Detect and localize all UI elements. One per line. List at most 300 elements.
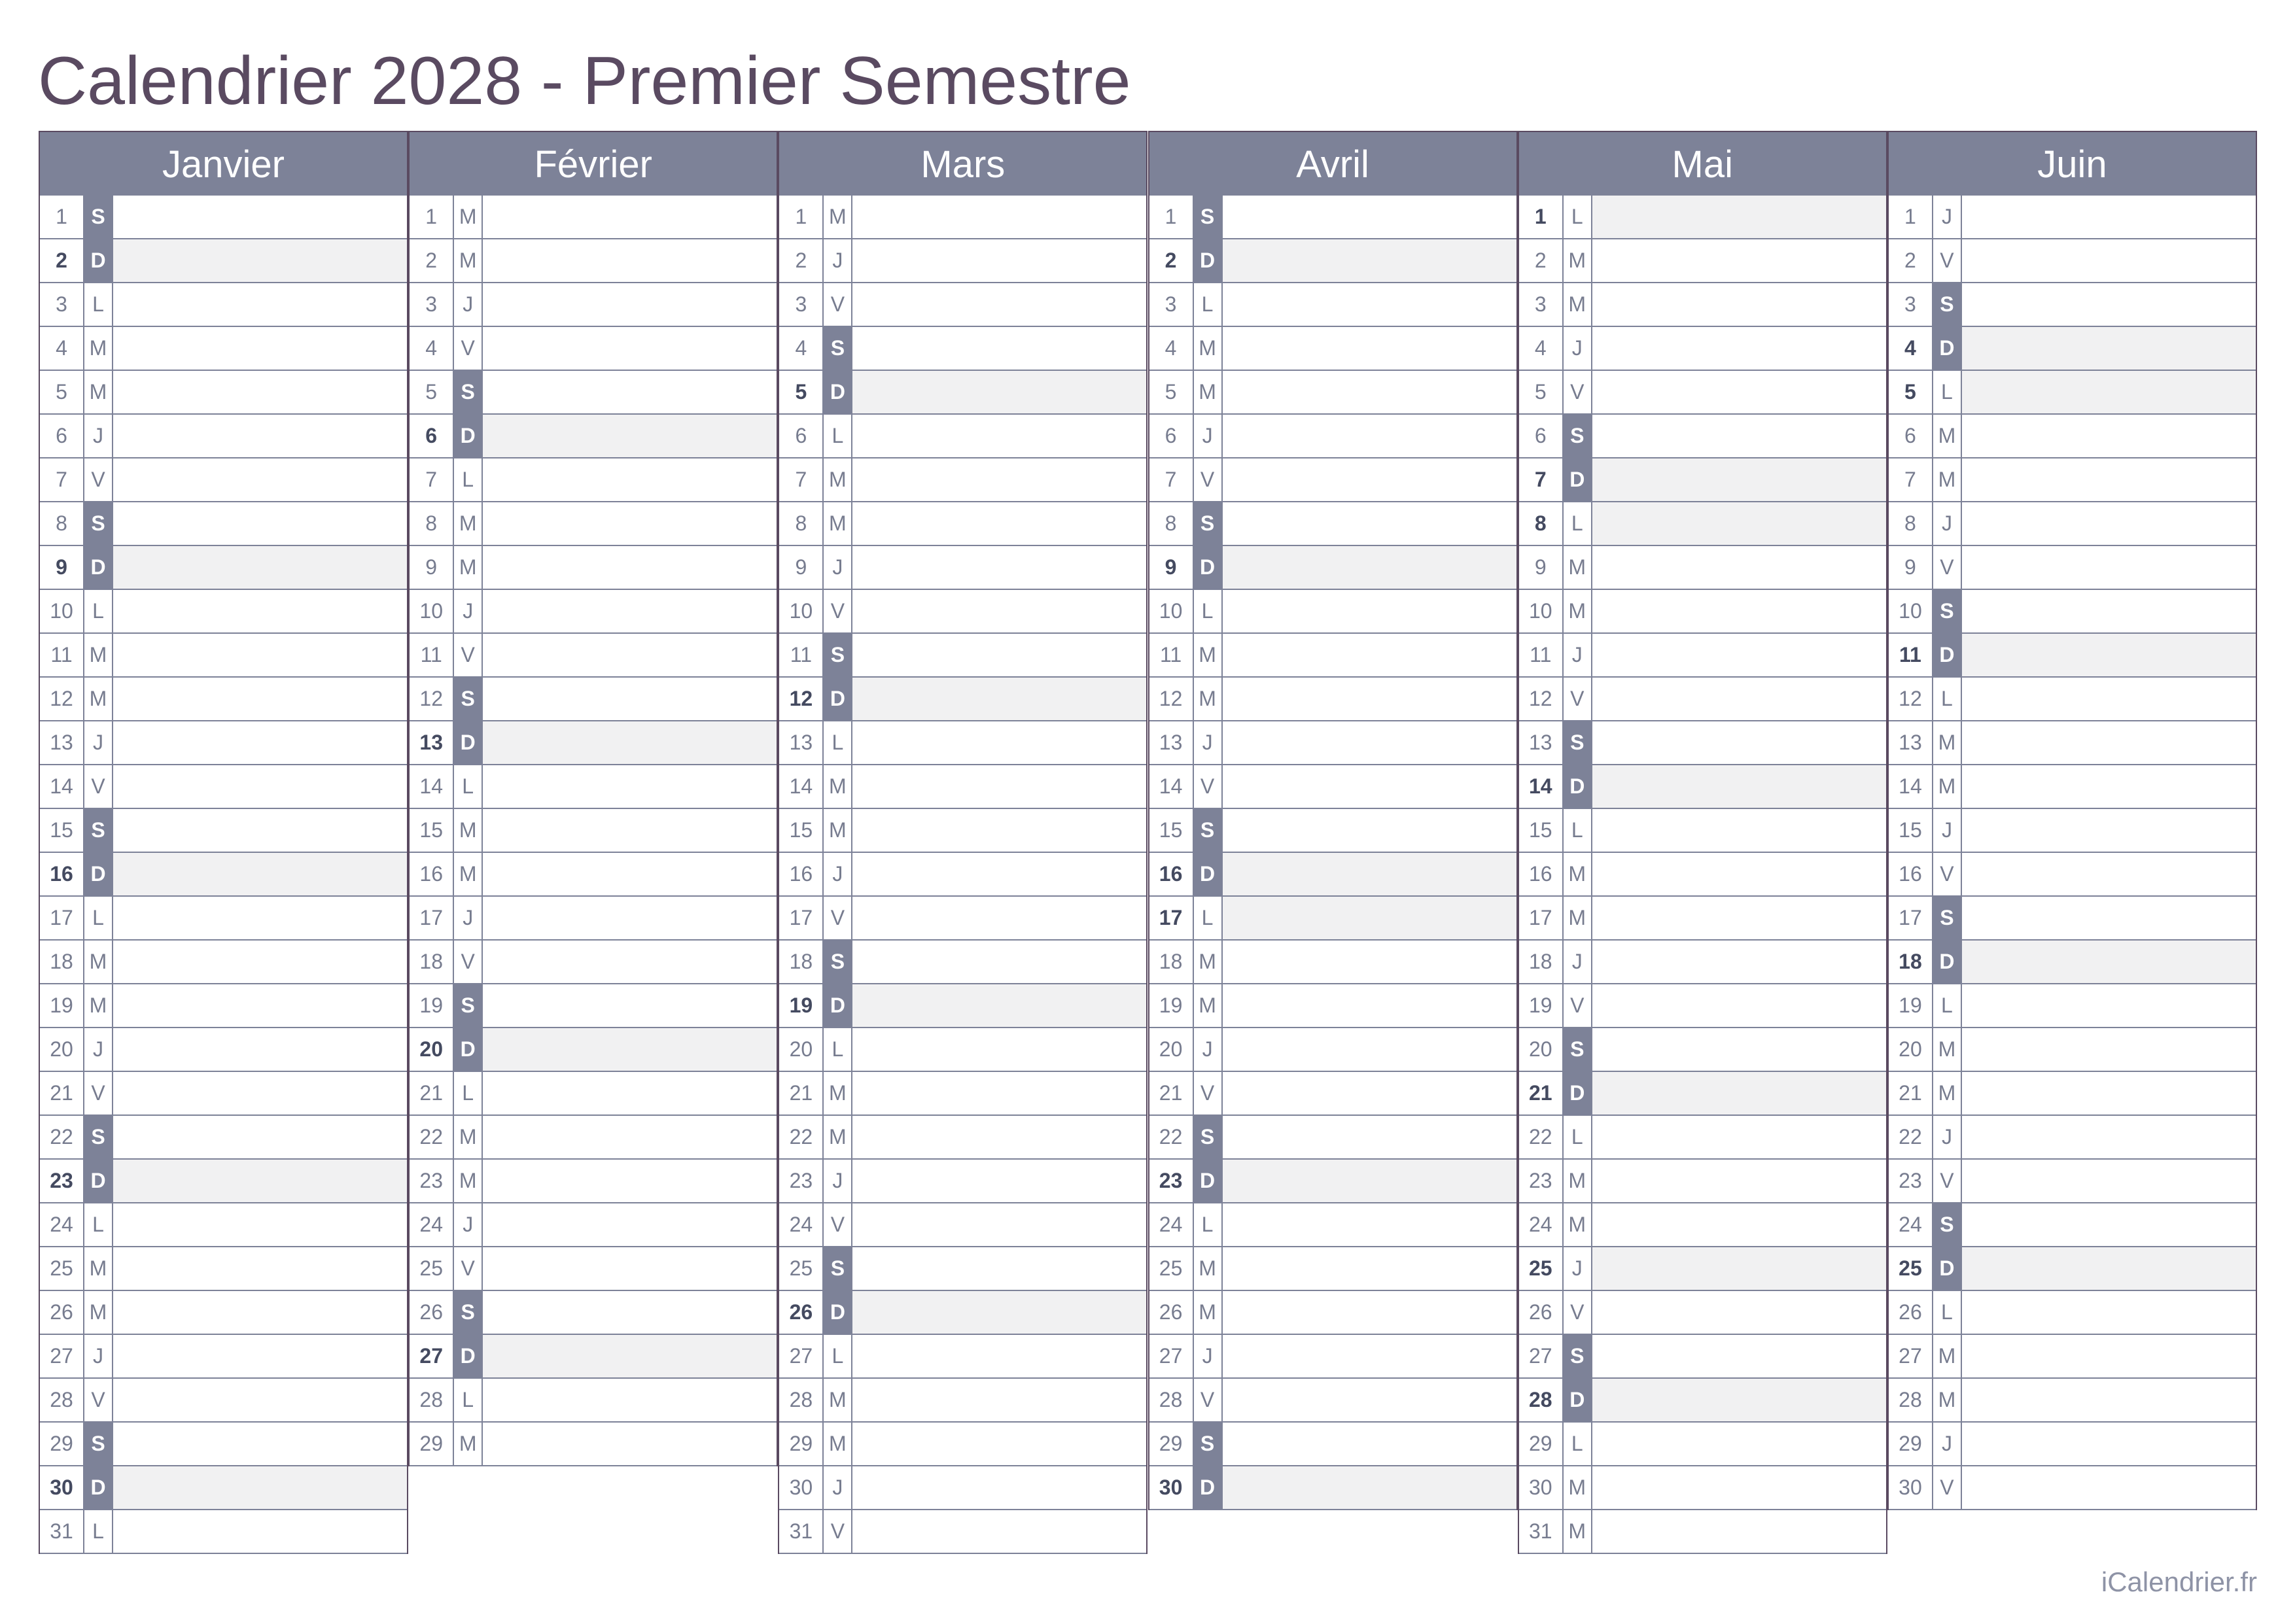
day-row	[1519, 721, 1886, 765]
day-note-area	[1223, 546, 1516, 589]
day-number: 3	[1889, 283, 1933, 326]
day-note-area	[852, 765, 1146, 808]
weekday-letter: J	[824, 853, 852, 895]
day-note-area	[1223, 1335, 1516, 1377]
day-row	[410, 546, 777, 590]
day-note-area	[113, 721, 407, 764]
day-row	[1889, 1423, 2256, 1466]
weekday-letter: S	[1933, 590, 1962, 632]
day-row	[410, 984, 777, 1028]
day-number: 8	[40, 502, 84, 545]
weekday-letter: D	[824, 678, 852, 720]
weekday-letter: J	[454, 590, 483, 632]
month-column	[1148, 131, 1518, 1557]
day-row	[1889, 415, 2256, 458]
day-note-area	[483, 590, 777, 632]
day-row	[40, 371, 407, 415]
day-row	[410, 239, 777, 283]
day-row	[40, 327, 407, 371]
day-number: 30	[1889, 1466, 1933, 1509]
day-row	[40, 458, 407, 502]
day-row	[779, 1116, 1146, 1160]
day-number: 6	[1889, 415, 1933, 457]
day-row	[410, 853, 777, 897]
day-row	[1149, 1203, 1516, 1247]
day-note-area	[483, 502, 777, 545]
day-row	[1889, 546, 2256, 590]
day-row	[779, 897, 1146, 941]
day-note-area	[1592, 546, 1886, 589]
day-number: 9	[1519, 546, 1564, 589]
month-header: Janvier	[39, 131, 408, 196]
day-row	[1149, 1423, 1516, 1466]
day-number: 24	[779, 1203, 824, 1246]
day-number: 30	[40, 1466, 84, 1509]
day-number: 28	[1149, 1379, 1194, 1421]
day-row	[40, 1510, 407, 1554]
day-number: 23	[1519, 1160, 1564, 1202]
day-row	[1889, 1247, 2256, 1291]
day-number: 31	[40, 1510, 84, 1553]
day-note-area	[1223, 1203, 1516, 1246]
day-number: 14	[1519, 765, 1564, 808]
weekday-letter: S	[824, 327, 852, 370]
day-row	[1149, 283, 1516, 327]
weekday-letter: M	[454, 502, 483, 545]
weekday-letter: M	[824, 458, 852, 501]
weekday-letter: S	[84, 1116, 113, 1158]
weekday-letter: D	[84, 1466, 113, 1509]
day-note-area	[1962, 1247, 2256, 1290]
day-row	[410, 196, 777, 239]
weekday-letter: M	[1194, 371, 1223, 413]
day-number: 30	[1149, 1466, 1194, 1509]
day-row	[40, 1116, 407, 1160]
day-number: 10	[1519, 590, 1564, 632]
weekday-letter: J	[454, 283, 483, 326]
day-row	[1149, 1335, 1516, 1379]
day-row	[1149, 765, 1516, 809]
day-note-area	[113, 1203, 407, 1246]
weekday-letter: S	[1564, 1028, 1592, 1071]
day-note-area	[1223, 897, 1516, 939]
day-number: 11	[1149, 634, 1194, 676]
day-row	[40, 1335, 407, 1379]
day-row	[410, 1203, 777, 1247]
day-number: 16	[1519, 853, 1564, 895]
weekday-letter: D	[1194, 546, 1223, 589]
day-number: 5	[1889, 371, 1933, 413]
day-note-area	[1962, 1335, 2256, 1377]
day-row	[1519, 678, 1886, 721]
weekday-letter: V	[1564, 1291, 1592, 1334]
day-note-area	[1223, 196, 1516, 238]
day-note-area	[483, 984, 777, 1027]
day-number: 10	[40, 590, 84, 632]
weekday-letter: S	[454, 984, 483, 1027]
day-note-area	[852, 1423, 1146, 1465]
day-note-area	[113, 984, 407, 1027]
day-number: 20	[1149, 1028, 1194, 1071]
day-row	[1889, 1116, 2256, 1160]
weekday-letter: M	[84, 1247, 113, 1290]
day-number: 25	[410, 1247, 454, 1290]
day-row	[40, 809, 407, 853]
day-note-area	[1962, 1291, 2256, 1334]
day-row	[1149, 721, 1516, 765]
day-row	[1889, 196, 2256, 239]
weekday-letter: J	[1564, 327, 1592, 370]
day-number: 25	[40, 1247, 84, 1290]
day-number: 19	[1519, 984, 1564, 1027]
day-row	[410, 458, 777, 502]
day-row	[410, 1160, 777, 1203]
day-note-area	[852, 809, 1146, 852]
day-row	[1149, 809, 1516, 853]
day-note-area	[483, 327, 777, 370]
day-row	[40, 1203, 407, 1247]
day-row	[40, 897, 407, 941]
weekday-letter: S	[84, 196, 113, 238]
days-list	[39, 196, 408, 1554]
weekday-letter: D	[1194, 1466, 1223, 1509]
day-note-area	[852, 196, 1146, 238]
weekday-letter: M	[84, 678, 113, 720]
weekday-letter: M	[1933, 721, 1962, 764]
weekday-letter: M	[1564, 1160, 1592, 1202]
day-number: 17	[1519, 897, 1564, 939]
weekday-letter: L	[824, 1335, 852, 1377]
day-row	[779, 283, 1146, 327]
day-row	[1889, 941, 2256, 984]
day-number: 15	[40, 809, 84, 852]
day-row	[40, 502, 407, 546]
day-number: 8	[1149, 502, 1194, 545]
day-number: 15	[410, 809, 454, 852]
day-note-area	[483, 415, 777, 457]
day-note-area	[113, 546, 407, 589]
day-number: 12	[779, 678, 824, 720]
day-note-area	[1962, 371, 2256, 413]
day-note-area	[113, 941, 407, 983]
weekday-letter: M	[1564, 283, 1592, 326]
day-number: 8	[1889, 502, 1933, 545]
weekday-letter: M	[84, 1291, 113, 1334]
day-number: 21	[410, 1072, 454, 1114]
day-row	[1149, 502, 1516, 546]
day-row	[410, 1028, 777, 1072]
day-row	[40, 984, 407, 1028]
weekday-letter: M	[1933, 415, 1962, 457]
day-row	[1149, 897, 1516, 941]
day-row	[1889, 502, 2256, 546]
day-note-area	[1223, 809, 1516, 852]
weekday-letter: V	[1194, 1072, 1223, 1114]
day-row	[779, 678, 1146, 721]
day-note-area	[852, 415, 1146, 457]
day-number: 29	[40, 1423, 84, 1465]
weekday-letter: V	[84, 458, 113, 501]
day-note-area	[852, 1466, 1146, 1509]
day-note-area	[852, 897, 1146, 939]
weekday-letter: M	[824, 502, 852, 545]
day-note-area	[1592, 1160, 1886, 1202]
day-note-area	[1962, 853, 2256, 895]
day-note-area	[113, 1335, 407, 1377]
day-number: 22	[1889, 1116, 1933, 1158]
weekday-letter: L	[1933, 371, 1962, 413]
day-note-area	[113, 1466, 407, 1509]
day-note-area	[1592, 765, 1886, 808]
weekday-letter: M	[1194, 984, 1223, 1027]
day-number: 28	[1519, 1379, 1564, 1421]
day-number: 1	[1519, 196, 1564, 238]
weekday-letter: V	[824, 590, 852, 632]
day-row	[1889, 590, 2256, 634]
weekday-letter: L	[1933, 1291, 1962, 1334]
day-number: 6	[779, 415, 824, 457]
day-note-area	[852, 502, 1146, 545]
day-note-area	[113, 1379, 407, 1421]
day-note-area	[1592, 853, 1886, 895]
weekday-letter: D	[1564, 765, 1592, 808]
day-note-area	[1962, 458, 2256, 501]
day-number: 15	[1889, 809, 1933, 852]
weekday-letter: M	[824, 1379, 852, 1421]
day-note-area	[1223, 590, 1516, 632]
day-note-area	[483, 1335, 777, 1377]
day-number: 24	[1149, 1203, 1194, 1246]
weekday-letter: M	[824, 809, 852, 852]
day-row	[1889, 765, 2256, 809]
day-number: 24	[1889, 1203, 1933, 1246]
weekday-letter: V	[84, 765, 113, 808]
day-note-area	[1592, 1510, 1886, 1553]
day-row	[1149, 1466, 1516, 1510]
day-note-area	[483, 196, 777, 238]
day-row	[1889, 634, 2256, 678]
day-number: 15	[1149, 809, 1194, 852]
day-number: 3	[1149, 283, 1194, 326]
day-note-area	[1592, 1291, 1886, 1334]
weekday-letter: L	[1933, 678, 1962, 720]
weekday-letter: M	[454, 809, 483, 852]
day-number: 5	[410, 371, 454, 413]
day-row	[1149, 1160, 1516, 1203]
day-note-area	[1223, 1466, 1516, 1509]
weekday-letter: D	[824, 371, 852, 413]
weekday-letter: M	[84, 371, 113, 413]
weekday-letter: D	[1194, 239, 1223, 282]
day-row	[1149, 1379, 1516, 1423]
day-number: 20	[779, 1028, 824, 1071]
day-note-area	[483, 283, 777, 326]
day-note-area	[852, 1291, 1146, 1334]
day-row	[410, 897, 777, 941]
day-row	[1889, 721, 2256, 765]
weekday-letter: V	[454, 941, 483, 983]
day-note-area	[1223, 1379, 1516, 1421]
day-row	[1889, 1291, 2256, 1335]
weekday-letter: D	[84, 1160, 113, 1202]
day-note-area	[483, 1423, 777, 1465]
day-number: 7	[1149, 458, 1194, 501]
weekday-letter: M	[1194, 1247, 1223, 1290]
day-note-area	[1592, 590, 1886, 632]
weekday-letter: J	[454, 897, 483, 939]
day-row	[40, 853, 407, 897]
day-row	[779, 853, 1146, 897]
day-number: 20	[410, 1028, 454, 1071]
day-number: 11	[410, 634, 454, 676]
day-number: 1	[779, 196, 824, 238]
weekday-letter: M	[1194, 327, 1223, 370]
day-row	[1149, 1072, 1516, 1116]
day-number: 24	[410, 1203, 454, 1246]
month-header: Mai	[1518, 131, 1887, 196]
day-row	[1519, 1291, 1886, 1335]
day-row	[779, 415, 1146, 458]
day-row	[1889, 327, 2256, 371]
weekday-letter: D	[454, 1028, 483, 1071]
day-row	[1519, 1072, 1886, 1116]
day-note-area	[1962, 809, 2256, 852]
day-number: 26	[40, 1291, 84, 1334]
day-row	[1149, 239, 1516, 283]
day-row	[1519, 941, 1886, 984]
weekday-letter: J	[1194, 721, 1223, 764]
weekday-letter: J	[1933, 1116, 1962, 1158]
day-row	[410, 327, 777, 371]
weekday-letter: V	[454, 634, 483, 676]
day-note-area	[113, 853, 407, 895]
day-note-area	[483, 1379, 777, 1421]
day-row	[410, 721, 777, 765]
day-row	[1889, 371, 2256, 415]
day-note-area	[1223, 458, 1516, 501]
day-row	[1519, 502, 1886, 546]
day-row	[40, 196, 407, 239]
weekday-letter: M	[1933, 458, 1962, 501]
day-number: 23	[1149, 1160, 1194, 1202]
weekday-letter: J	[824, 239, 852, 282]
day-row	[779, 1291, 1146, 1335]
day-number: 8	[779, 502, 824, 545]
day-row	[1519, 1116, 1886, 1160]
day-number: 21	[1889, 1072, 1933, 1114]
weekday-letter: V	[824, 283, 852, 326]
day-number: 6	[410, 415, 454, 457]
day-number: 7	[410, 458, 454, 501]
weekday-letter: M	[1933, 1379, 1962, 1421]
day-number: 24	[40, 1203, 84, 1246]
day-row	[1519, 809, 1886, 853]
weekday-letter: M	[454, 196, 483, 238]
weekday-letter: S	[84, 1423, 113, 1465]
day-number: 7	[779, 458, 824, 501]
day-number: 3	[779, 283, 824, 326]
day-note-area	[1962, 283, 2256, 326]
day-row	[1889, 1028, 2256, 1072]
weekday-letter: L	[1564, 809, 1592, 852]
month-column	[408, 131, 778, 1557]
weekday-letter: L	[1564, 1116, 1592, 1158]
day-note-area	[113, 897, 407, 939]
weekday-letter: S	[1933, 1203, 1962, 1246]
weekday-letter: S	[454, 1291, 483, 1334]
day-note-area	[113, 1423, 407, 1465]
day-number: 31	[779, 1510, 824, 1553]
day-row	[40, 546, 407, 590]
weekday-letter: J	[1194, 1335, 1223, 1377]
day-row	[779, 1160, 1146, 1203]
day-note-area	[1592, 809, 1886, 852]
days-list	[778, 196, 1148, 1554]
day-note-area	[113, 458, 407, 501]
day-note-area	[483, 239, 777, 282]
weekday-letter: V	[454, 327, 483, 370]
weekday-letter: M	[1194, 1291, 1223, 1334]
day-row	[40, 590, 407, 634]
day-number: 13	[1149, 721, 1194, 764]
weekday-letter: V	[1933, 853, 1962, 895]
day-row	[1889, 1466, 2256, 1510]
day-number: 7	[1889, 458, 1933, 501]
weekday-letter: M	[454, 853, 483, 895]
day-row	[1519, 546, 1886, 590]
day-note-area	[113, 634, 407, 676]
day-note-area	[1592, 1379, 1886, 1421]
day-row	[1149, 984, 1516, 1028]
day-row	[779, 984, 1146, 1028]
day-note-area	[1962, 941, 2256, 983]
weekday-letter: L	[1194, 897, 1223, 939]
month-column	[1518, 131, 1887, 1557]
day-number: 19	[40, 984, 84, 1027]
weekday-letter: D	[454, 415, 483, 457]
weekday-letter: J	[84, 415, 113, 457]
day-row	[1889, 239, 2256, 283]
weekday-letter: D	[1933, 634, 1962, 676]
day-row	[410, 415, 777, 458]
day-note-area	[483, 634, 777, 676]
day-number: 29	[1519, 1423, 1564, 1465]
day-number: 29	[779, 1423, 824, 1465]
weekday-letter: S	[824, 634, 852, 676]
day-row	[40, 678, 407, 721]
day-number: 9	[1149, 546, 1194, 589]
day-note-area	[852, 721, 1146, 764]
day-row	[40, 1072, 407, 1116]
weekday-letter: L	[84, 1510, 113, 1553]
day-row	[410, 1335, 777, 1379]
weekday-letter: S	[1564, 415, 1592, 457]
day-number: 18	[779, 941, 824, 983]
day-note-area	[1592, 371, 1886, 413]
day-number: 12	[1149, 678, 1194, 720]
day-note-area	[1223, 1291, 1516, 1334]
day-number: 26	[1889, 1291, 1933, 1334]
day-note-area	[1223, 1072, 1516, 1114]
day-note-area	[483, 765, 777, 808]
weekday-letter: J	[824, 1466, 852, 1509]
day-number: 21	[1519, 1072, 1564, 1114]
day-note-area	[1592, 415, 1886, 457]
day-note-area	[1962, 502, 2256, 545]
weekday-letter: S	[1194, 1116, 1223, 1158]
day-row	[1149, 590, 1516, 634]
day-number: 17	[410, 897, 454, 939]
